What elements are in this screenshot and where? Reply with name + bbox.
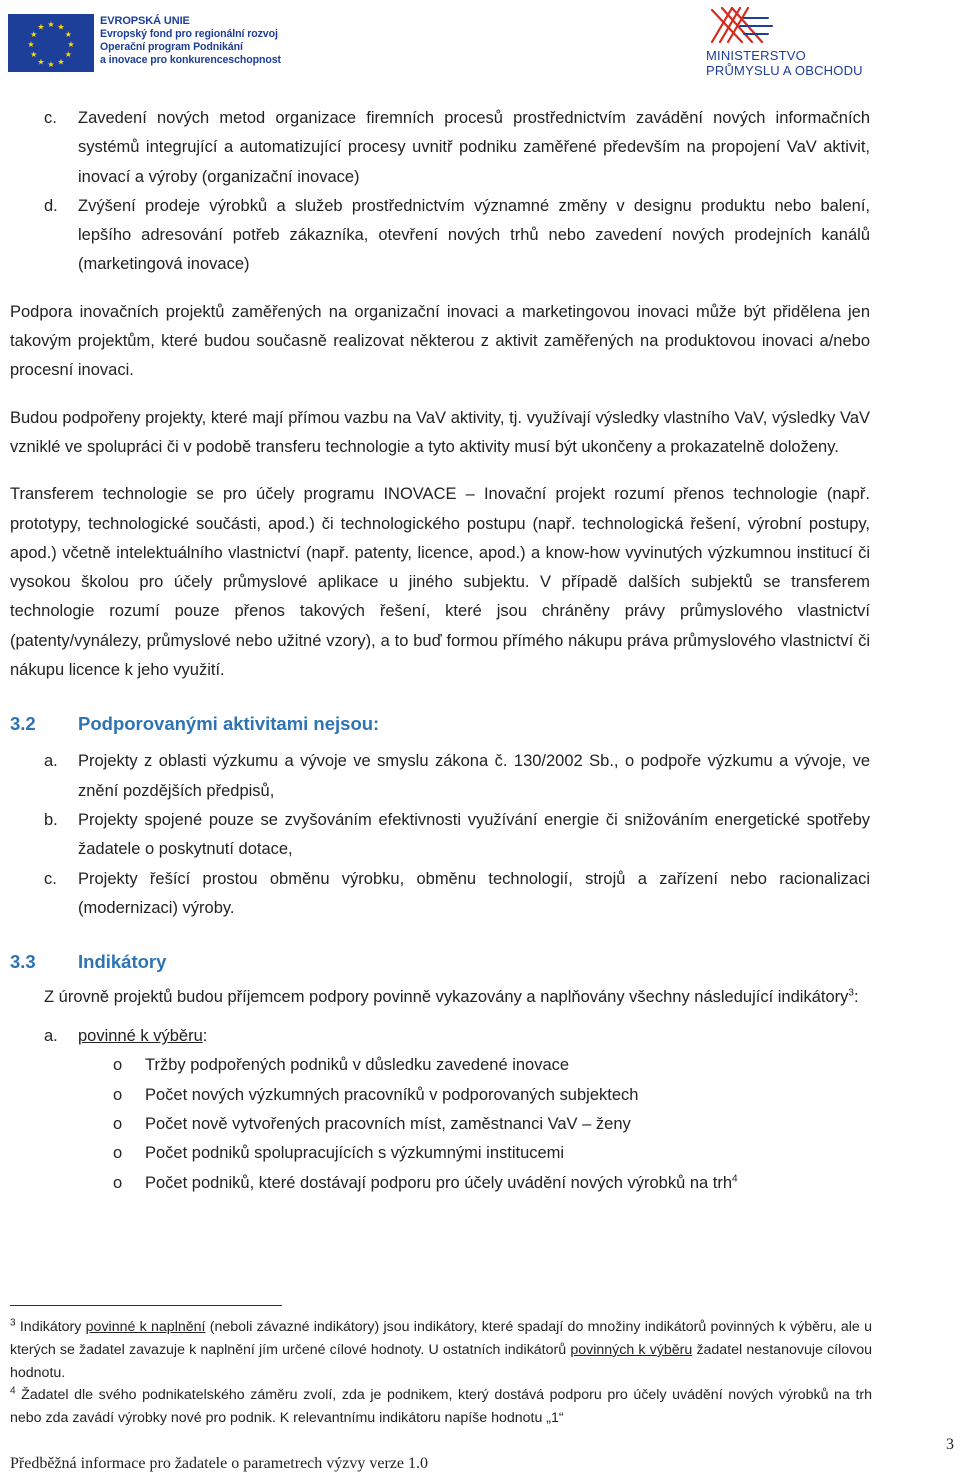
section-title: Podporovanými aktivitami nejsou: — [78, 713, 380, 735]
mpo-logo-line: PRŮMYSLU A OBCHODU — [706, 63, 863, 78]
section-heading — [10, 709, 870, 739]
svg-text:★: ★ — [57, 22, 65, 32]
paragraph: Transferem technologie se pro účely programu INOVACE – Inovační projekt rozumí přenos technologie (např. prototypy, technologické součásti, apod.) či technologického postupu (např. technologická řešení, výrobní postupy, apod.) včetně intelektuálního vlastnictví (např. patenty, licence, apod.) a know-how vyvinutých výzkumnou institucí či vysokou školou pro účely průmyslové aplikace u jiného subjektu. V případě dalších subjektů se transferem technologie rozumí pouze přenos takových řešení, které jsou chráněny právy průmyslového vlastnictví (patenty/vynálezy, průmyslové nebo užitné vzory), a to buď formou přímého nákupu práva průmyslového vlastnictví či nákupu licence k jeho využití. — [10, 485, 870, 680]
bullet-marker: o — [113, 1115, 123, 1134]
mpo-logo-line: MINISTERSTVO — [706, 48, 806, 63]
list-marker: c. — [44, 869, 57, 888]
bullet-text: Počet podniků spolupracujících s výzkumnými institucemi — [145, 1144, 565, 1163]
svg-text:★: ★ — [37, 57, 45, 67]
footnote-number: 4 — [10, 1385, 16, 1397]
list-marker: d. — [44, 196, 58, 215]
section-number: 3.3 — [10, 951, 36, 973]
bullet-item — [10, 1139, 870, 1168]
footnote-text: (neboli závazné indikátory) jsou indikátory, které spadají do množiny indikátorů povinných k výběru, ale u kterých se žadatel zavazuje k naplnění jím určené cílové hodnoty. U ostatních indikátorů — [10, 1319, 872, 1358]
svg-text:★: ★ — [27, 40, 35, 49]
eu-logo-title: EVROPSKÁ UNIE — [100, 15, 190, 27]
svg-text:★: ★ — [47, 20, 55, 29]
svg-text:★: ★ — [67, 40, 75, 49]
page-footer: Předběžná informace pro žadatele o parametrech výzvy verze 1.0 — [10, 1455, 428, 1472]
footnote-ref: 3 — [848, 987, 854, 999]
list-label-end: : — [202, 1027, 208, 1046]
list-marker: a. — [44, 752, 58, 771]
bullet-item — [10, 1110, 870, 1139]
footnote-text: žadatel nestanovuje cílovou hodnotu. — [10, 1341, 873, 1381]
paragraph: Budou podpořeny projekty, které mají přímou vazbu na VaV aktivity, tj. využívají výsledky vlastního VaV, výsledky VaV vzniklé ve spolupráci či v podobě transferu technologie a tyto aktivity musí být ukončeny a prokazatelně doloženy. — [10, 408, 870, 456]
mpo-logo — [702, 4, 872, 84]
list-item — [10, 865, 870, 924]
intro-text: Z úrovně projektů budou příjemcem podpory povinně vykazovány a naplňovány všechny následující indikátory — [44, 988, 849, 1007]
list-item-text: Projekty spojené pouze se zvyšováním efektivnosti využívání energie či snižováním energetické spotřeby žadatele o poskytnutí dotace, — [78, 810, 870, 859]
bullet-item — [10, 1081, 870, 1110]
svg-text:★: ★ — [30, 30, 38, 39]
bullet-marker: o — [113, 1144, 123, 1163]
eu-flag-icon — [8, 14, 94, 72]
footnote-underlined: povinných k výběru — [570, 1341, 693, 1358]
footnotes — [10, 1316, 872, 1430]
list-item — [10, 1022, 870, 1051]
page-header — [0, 0, 960, 90]
footnote-underlined: povinné k naplnění — [85, 1319, 206, 1335]
list-marker: a. — [44, 1027, 58, 1046]
footnote-4 — [10, 1384, 872, 1430]
intro-end: : — [853, 988, 859, 1007]
footnote-text: Indikátory — [19, 1319, 82, 1335]
svg-text:★: ★ — [64, 30, 72, 39]
footnote-divider — [10, 1305, 282, 1306]
list-item-text: Projekty z oblasti výzkumu a vývoje ve smyslu zákona č. 130/2002 Sb., o podpoře výzkumu a vývoje, ve znění pozdějších předpisů, — [78, 752, 870, 800]
list-marker: b. — [44, 810, 58, 829]
bullet-marker: o — [113, 1085, 123, 1104]
bullet-text: Počet nových výzkumných pracovníků v podporovaných subjektech — [145, 1085, 639, 1104]
svg-text:★: ★ — [64, 50, 72, 59]
list-item-text: Zavedení nových metod organizace firemních procesů prostřednictvím zavádění nových informačních systémů integrující a automatizující procesy uvnitř podniku zaměřené především na propojení VaV aktivit, inovací a výroby (organizační inovace) — [78, 109, 870, 186]
svg-text:★: ★ — [37, 22, 45, 32]
section-number: 3.2 — [10, 713, 36, 735]
list-item — [10, 747, 870, 806]
svg-text:★: ★ — [30, 50, 38, 59]
bullet-text: Počet nově vytvořených pracovních míst, zaměstnanci VaV – ženy — [145, 1115, 631, 1134]
bullet-item — [10, 1169, 870, 1198]
bullet-marker: o — [113, 1173, 123, 1192]
eu-logo — [8, 14, 281, 72]
document-body — [10, 104, 870, 1198]
bullet-marker: o — [113, 1056, 123, 1075]
eu-logo-line: Evropský fond pro regionální rozvoj — [100, 28, 278, 40]
list-item-text: Projekty řešící prostou obměnu výrobku, obměnu technologií, strojů a zařízení nebo racionalizaci (modernizaci) výroby. — [78, 869, 870, 917]
list-label: povinné k výběru — [78, 1027, 203, 1046]
footnote-3 — [10, 1316, 872, 1384]
list-item — [10, 806, 870, 865]
list-item-text: Zvýšení prodeje výrobků a služeb prostřednictvím významné změny v designu produktu nebo balení, lepšího adresování potřeb zákazníka, otevření nových trhů nebo zavedení nových prodejních kanálů (marketingová inovace) — [78, 196, 870, 274]
mpo-logo-text — [706, 48, 863, 78]
footnote-ref: 4 — [732, 1173, 738, 1185]
footnote-text: Žadatel dle svého podnikatelského záměru zvolí, zda je podnikem, který dostává podporu pro účely uvádění nových výrobků na trh nebo zda zavádí výrobky nové pro podnik. K relevantnímu indikátoru napíše hodnotu „1“ — [10, 1387, 872, 1427]
bullet-item — [10, 1051, 870, 1080]
svg-text:★: ★ — [47, 60, 55, 69]
page-number: 3 — [946, 1436, 954, 1453]
section-heading — [10, 947, 870, 977]
mpo-emblem-icon — [706, 4, 776, 46]
eu-logo-line: Operační program Podnikání — [100, 41, 243, 53]
bullet-text: Počet podniků, které dostávají podporu pro účely uvádění nových výrobků na trh — [145, 1173, 733, 1192]
bullet-text: Tržby podpořených podniků v důsledku zavedené inovace — [145, 1056, 570, 1075]
svg-text:★: ★ — [57, 57, 65, 67]
list-item — [10, 104, 870, 192]
eu-logo-line: a inovace pro konkurenceschopnost — [100, 54, 281, 66]
paragraph: Podpora inovačních projektů zaměřených na organizační inovaci a marketingovou inovaci může být přidělena jen takovým projektům, které budou současně realizovat některou z aktivit zaměřených na produktovou inovaci a/nebo procesní inovaci. — [10, 302, 870, 380]
section-title: Indikátory — [78, 951, 167, 973]
paragraph — [10, 985, 870, 1010]
eu-logo-text — [100, 15, 281, 67]
list-marker: c. — [44, 109, 57, 127]
footnote-number: 3 — [10, 1317, 16, 1329]
list-item — [10, 192, 870, 280]
